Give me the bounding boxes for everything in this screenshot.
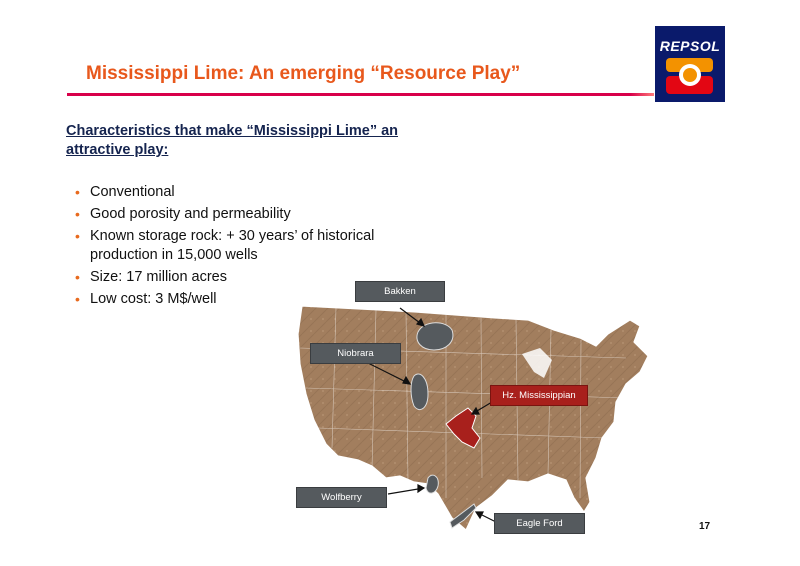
bullet-text: Good porosity and permeability: [90, 206, 291, 222]
logo-emblem: [655, 26, 725, 102]
repsol-logo: [655, 26, 725, 102]
bullet-item: [72, 205, 402, 224]
bullet-dot-icon: •: [75, 184, 80, 200]
wolfberry-play: [426, 475, 438, 493]
mississippian-label: Hz. Mississippian: [490, 385, 588, 406]
bullet-text: Size: 17 million acres: [90, 269, 227, 285]
page-number: 17: [699, 521, 711, 532]
bullet-item: [72, 268, 402, 287]
niobrara-play: [411, 374, 428, 410]
bullet-list: [72, 183, 402, 312]
bullet-dot-icon: •: [75, 228, 80, 244]
wolfberry-label: Wolfberry: [296, 487, 387, 508]
bullet-dot-icon: •: [75, 206, 80, 222]
eagle-ford-label: Eagle Ford: [494, 513, 585, 534]
bakken-play: [417, 323, 453, 350]
bullet-dot-icon: •: [75, 291, 80, 307]
bullet-text: Known storage rock: + 30 years’ of historical production in 15,000 wells: [90, 228, 375, 263]
bullet-text: Conventional: [90, 184, 175, 200]
slide-title: Mississippi Lime: An emerging “Resource Play”: [86, 63, 521, 84]
bullet-item: [72, 227, 402, 265]
bullet-item: [72, 183, 402, 202]
niobrara-label: Niobrara: [310, 343, 401, 364]
logo-text: REPSOL: [659, 38, 721, 54]
title-divider: [67, 93, 654, 96]
bakken-label: Bakken: [355, 281, 445, 302]
bullet-dot-icon: •: [75, 269, 80, 285]
bullet-text: Low cost: 3 M$/well: [90, 291, 217, 307]
subtitle: Characteristics that make “Mississippi Lime” an attractive play:: [66, 123, 399, 158]
